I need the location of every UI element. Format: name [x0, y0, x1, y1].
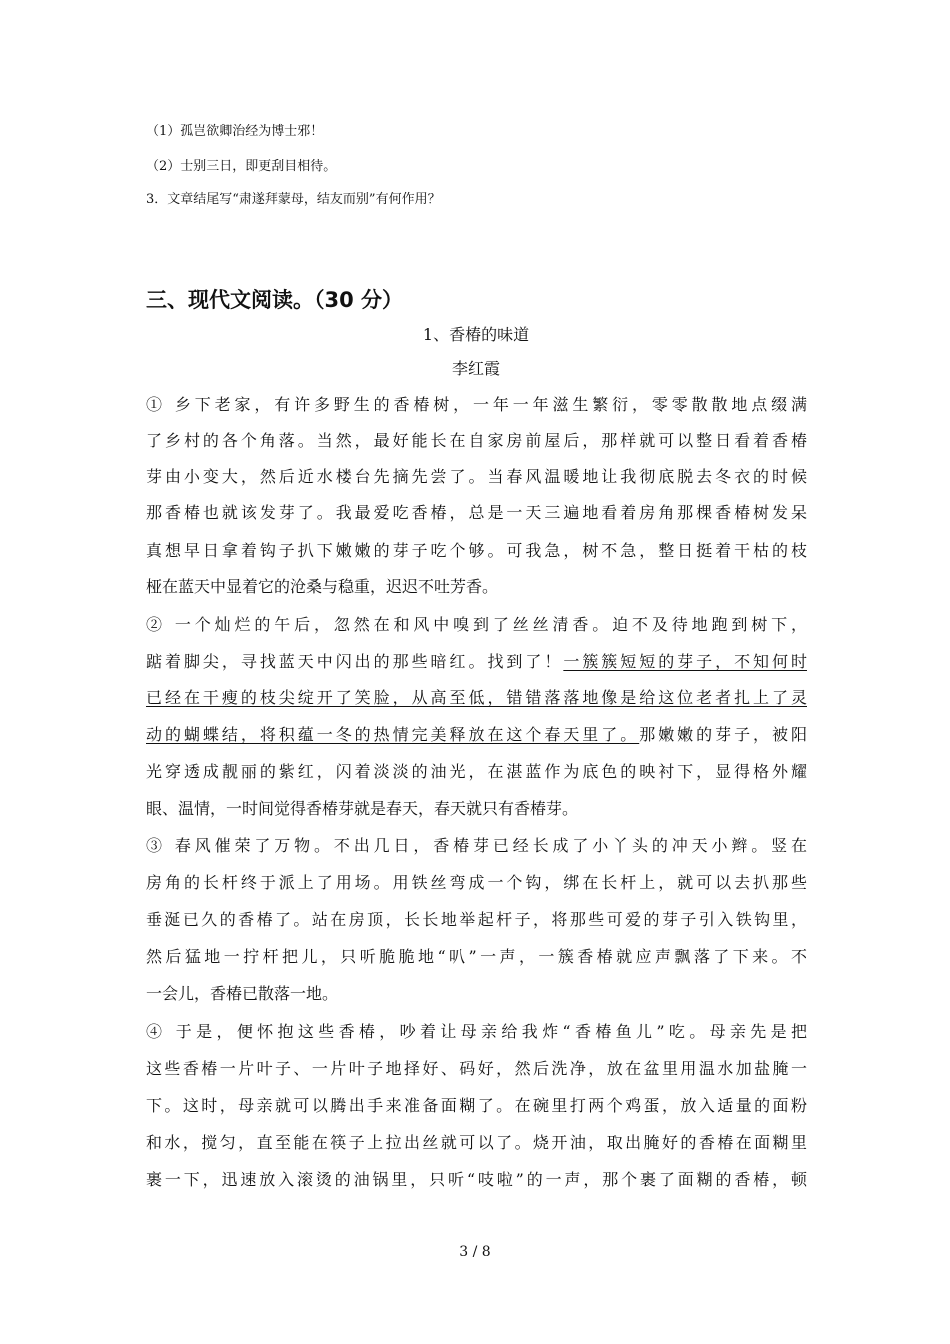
paragraph-4-line: 这些香椿一片叶子、一片叶子地择好、码好，然后洗净，放在盆里用温水加盐腌一: [146, 1059, 807, 1078]
paragraph-1-line: 芽由小变大，然后近水楼台先摘先尝了。当春风温暖地让我彻底脱去冬衣的时候: [146, 467, 807, 486]
page-number: 3 / 8: [459, 1244, 491, 1260]
question-3: 3．文章结尾写“肃遂拜蒙母，结友而别”有何作用？: [146, 192, 441, 207]
plain-text: 踮着脚尖，寻找蓝天中闪出的那些暗红。找到了！: [146, 652, 564, 671]
paragraph-3-line: 房角的长杆终于派上了用场。用铁丝弯成一个钩，绑在长杆上，就可以去扒那些: [146, 873, 807, 892]
paragraph-2-line: 眼、温情，一时间觉得香椿芽就是春天，春天就只有香椿芽。: [146, 799, 579, 818]
paragraph-4-line: 下。这时，母亲就可以腾出手来准备面糊了。在碗里打两个鸡蛋，放入适量的面粉: [146, 1096, 807, 1115]
paragraph-1-line: 那香椿也就该发芽了。我最爱吃香椿，总是一天三遍地看着房角那棵香椿树发呆: [146, 503, 807, 522]
underlined-text: 已经在干瘦的枝尖绽开了笑脸，从高至低，错错落落地像是给这位老者扎上了灵: [146, 688, 807, 707]
underlined-text: 动的蝴蝶结，将积蕴一冬的热情完美释放在这个春天里了。: [146, 725, 640, 744]
paragraph-1-line: 了乡村的各个角落。当然，最好能长在自家房前屋后，那样就可以整日看着香椿: [146, 431, 807, 450]
paragraph-4-line: 和水，搅匀，直至能在筷子上拉出丝就可以了。烧开油，取出腌好的香椿在面糊里: [146, 1133, 807, 1152]
paragraph-3-line: ③ 春风催荣了万物。不出几日，香椿芽已经长成了小丫头的冲天小辫。竖在: [146, 836, 807, 855]
paragraph-2-line: [146, 649, 807, 675]
paragraph-3-line: 然后猛地一拧杆把儿，只听脆脆地“叭”一声，一簇香椿就应声飘落了下来。不: [146, 947, 807, 966]
subquestion-1: （1）孤岂欲卿治经为博士邪！: [146, 124, 324, 139]
underlined-text: 一簇簇短短的芽子，不知何时: [563, 652, 807, 671]
paragraph-1-line: 真想早日拿着钩子扒下嫩嫩的芽子吃个够。可我急，树不急，整日挺着干枯的枝: [146, 541, 807, 560]
paragraph-3-line: 一会儿，香椿已散落一地。: [146, 984, 339, 1003]
paragraph-3-line: 垂涎已久的香椿了。站在房顶，长长地举起杆子，将那些可爱的芽子引入铁钩里，: [146, 910, 807, 929]
section-heading: 三、现代文阅读。（30 分）: [146, 288, 404, 312]
paragraph-1-line: 桠在蓝天中显着它的沧桑与稳重，迟迟不吐芳香。: [146, 577, 499, 596]
paragraph-2-line: [146, 722, 807, 748]
paragraph-2-line: ② 一个灿烂的午后，忽然在和风中嗅到了丝丝清香。迫不及待地跑到树下，: [146, 615, 807, 634]
paragraph-4-line: 裹一下，迅速放入滚烫的油锅里，只听“吱啦”的一声，那个裹了面糊的香椿，顿: [146, 1170, 807, 1189]
plain-text: 那嫩嫩的芽子，被阳: [639, 725, 807, 744]
paragraph-1-line: ① 乡下老家，有许多野生的香椿树，一年一年滋生繁衍，零零散散地点缀满: [146, 395, 807, 414]
article-title: 1、香椿的味道: [422, 325, 530, 344]
subquestion-2: （2）士别三日，即更刮目相待。: [146, 159, 337, 174]
paragraph-4-line: ④ 于是，便怀抱这些香椿，吵着让母亲给我炸“香椿鱼儿”吃。母亲先是把: [146, 1022, 807, 1041]
paragraph-2-line: 光穿透成靓丽的紫红，闪着淡淡的油光，在湛蓝作为底色的映衬下，显得格外耀: [146, 762, 807, 781]
article-author: 李红霞: [451, 359, 500, 378]
